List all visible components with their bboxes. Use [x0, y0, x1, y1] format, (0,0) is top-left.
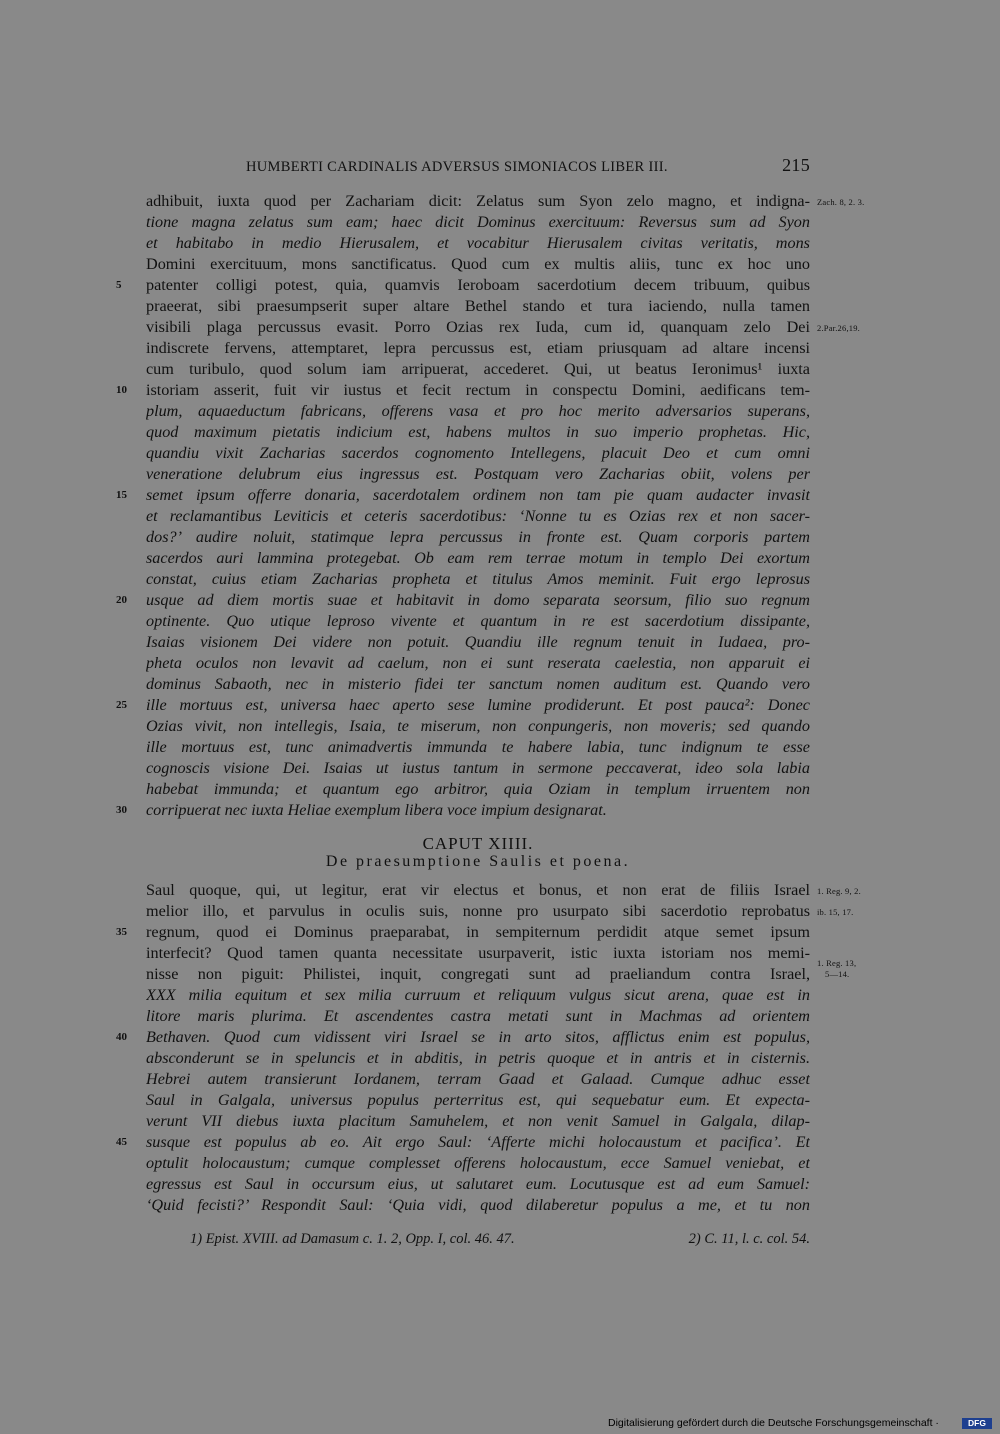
text-line: ille mortuus est, tunc animadvertis immunda te habere labia, tunc indignum te esse [146, 738, 810, 756]
text-line: semet ipsum offerre donaria, sacerdotalem ordinem non tam pie quam audacter invasit [146, 486, 810, 504]
line-number: 25 [116, 699, 127, 711]
text-line: litore maris plurima. Et ascendentes castra metati sunt in Machmas ad orientem [146, 1007, 810, 1025]
line-number: 5 [116, 279, 122, 291]
margin-reference: 1. Reg. 9, 2. [817, 886, 861, 896]
line-number: 15 [116, 489, 127, 501]
line-number: 35 [116, 926, 127, 938]
text-line: XXX milia equitum et sex milia curruum et reliquum vulgus sicut arena, quae est in [146, 986, 810, 1004]
text-line: nisse non piguit: Philistei, inquit, congregati sunt ad praeliandum contra Israel, [146, 965, 810, 983]
text-line: Ozias vivit, non intellegis, Isaia, te miserum, non conpungeris, non moveris; sed quando [146, 717, 810, 735]
text-line: Saul in Galgala, universus populus perterritus est, qui sequebatur eum. Et expecta- [146, 1091, 810, 1109]
text-line: et reclamantibus Leviticis et ceteris sacerdotibus: ‘Nonne tu es Ozias rex et non sacer- [146, 507, 810, 525]
line-number: 40 [116, 1031, 127, 1043]
chapter-subtitle: De praesumptione Saulis et poena. [325, 853, 631, 870]
text-line: dos?’ audire noluit, statimque lepra percussus in fronte est. Quam corporis partem [146, 528, 810, 546]
text-line: susque est populus ab eo. Ait ergo Saul: ‘Afferte michi holocaustum et pacifica’. Et [146, 1133, 810, 1151]
text-line: absconderunt se in speluncis et in abditis, in petris quoque et in antris et in cisternis. [146, 1049, 810, 1067]
text-line: istoriam asserit, fuit vir iustus et fecit rectum in conspectu Domini, aedificans tem- [146, 381, 810, 399]
text-line: praeerat, sibi praesumpserit super altare Bethel stando et tura iaciendo, nulla tamen [146, 297, 810, 315]
text-line: constat, cuius etiam Zacharias propheta et titulus Amos meminit. Fuit ergo leprosus [146, 570, 810, 588]
text-line: cognoscis visione Dei. Isaias ut iustus tantum in sermone peccaverat, ideo sola labia [146, 759, 810, 777]
text-line: verunt VII diebus iuxta placitum Samuhelem, et non venit Samuel in Galgala, dilap- [146, 1112, 810, 1130]
text-line: regnum, quod ei Dominus praeparabat, in sempiternum perdidit atque semet ipsum [146, 923, 810, 941]
margin-reference: 1. Reg. 13, [817, 958, 857, 968]
footnote-2: 2) C. 11, l. c. col. 54. [688, 1231, 810, 1247]
text-line: patenter colligi potest, quia, quamvis Ieroboam sacerdotium decem tribuum, quibus [146, 276, 810, 294]
margin-reference: 2.Par.26,19. [817, 323, 861, 333]
text-line: visibili plaga percussus evasit. Porro Ozias rex Iuda, cum id, quanquam zelo Dei [146, 318, 810, 336]
text-line: Bethaven. Quod cum vidissent viri Israel se in arto sitos, afflictus enim est populus, [146, 1028, 810, 1046]
text-line: corripuerat nec iuxta Heliae exemplum libera voce impium designarat. [146, 801, 607, 819]
text-line: indiscrete fervens, attemptaret, lepra percussus est, etiam priusquam ad altare incensi [146, 339, 810, 357]
text-line: veneratione delubrum eius ingressus est. Postquam vero Zacharias obiit, volens per [146, 465, 810, 483]
margin-reference: ib. 15, 17. [817, 907, 854, 917]
text-line: Saul quoque, qui, ut legitur, erat vir electus et bonus, et non erat de filiis Israel [146, 881, 810, 899]
text-line: pheta oculos non levavit ad caelum, non ei sunt reserata caelestia, non apparuit ei [146, 654, 810, 672]
line-number: 10 [116, 384, 127, 396]
line-number: 20 [116, 594, 127, 606]
text-line: optinente. Quo utique leproso vivente et quantum in re est sacerdotium dissipante, [146, 612, 810, 630]
dfg-logo: DFG [962, 1418, 992, 1429]
text-line: melior illo, et parvulus in oculis suis, nonne pro usurpato sibi sacerdotio reprobatus [146, 902, 810, 920]
footnotes [146, 1228, 810, 1250]
chapter-title: CAPUT XIIII. [422, 834, 534, 853]
text-line: egressus est Saul in occursum eius, ut salutaret eum. Locutusque est ad eum Samuel: [146, 1175, 810, 1193]
text-line: et habitabo in medio Hierusalem, et vocabitur Hierusalem civitas veritatis, mons [146, 234, 810, 252]
text-line: sacerdos auri lammina protegebat. Ob eam rem terrae motum in templo Dei exortum [146, 549, 810, 567]
text-line: habebat immunda; et quantum ego arbitror, quia Oziam in templum irruentem non [146, 780, 810, 798]
text-line: quandiu vixit Zacharias sacerdos cognomento Intellegens, placuit Deo et cum omni [146, 444, 810, 462]
text-line: Domini exercituum, mons sanctificatus. Quod cum ex multis aliis, tunc ex hoc uno [146, 255, 810, 273]
running-header [146, 157, 810, 179]
margin-reference: Zach. 8, 2. 3. [817, 197, 865, 207]
page-number: 215 [782, 155, 810, 175]
digitization-credit: Digitalisierung gefördert durch die Deutsche Forschungsgemeinschaft · [608, 1417, 939, 1429]
line-number: 45 [116, 1136, 127, 1148]
running-title: HUMBERTI CARDINALIS ADVERSUS SIMONIACOS LIBER III. [246, 159, 668, 175]
text-line: Hebrei autem transierunt Iordanem, terram Gaad et Galaad. Cumque adhuc esset [146, 1070, 810, 1088]
line-number: 30 [116, 804, 127, 816]
text-line: cum turibulo, quod solum iam arripuerat, accederet. Qui, ut beatus Ieronimus¹ iuxta [146, 360, 810, 378]
text-line: quod maximum pietatis indicium est, habens multos in suo imperio prophetas. Hic, [146, 423, 810, 441]
margin-reference: 5—14. [825, 969, 850, 979]
text-line: interfecit? Quod tamen quanta necessitate usurpaverit, istic iuxta istoriam nos memi- [146, 944, 810, 962]
text-line: ille mortuus est, universa haec aperto sese lumine prodiderunt. Et post pauca²: Donec [146, 696, 810, 714]
text-line: tione magna zelatus sum eam; haec dicit Dominus exercituum: Reversus sum ad Syon [146, 213, 810, 231]
text-line: Isaias visionem Dei videre non potuit. Quandiu ille regnum tenuit in Iudaea, pro- [146, 633, 810, 651]
text-line: dominus Sabaoth, nec in misterio fidei ter sanctum nomen auditum est. Quando vero [146, 675, 810, 693]
footnote-1: 1) Epist. XVIII. ad Damasum c. 1. 2, Opp. I, col. 46. 47. [190, 1231, 515, 1247]
text-line: ‘Quid fecisti?’ Respondit Saul: ‘Quia vidi, quod dilaberetur populus a me, et tu non [146, 1196, 810, 1214]
text-line: adhibuit, iuxta quod per Zachariam dicit: Zelatus sum Syon zelo magno, et indigna- [146, 192, 810, 210]
text-line: plum, aquaeductum fabricans, offerens vasa et pro hoc merito adversarios superans, [146, 402, 810, 420]
text-line: optulit holocaustum; cumque complesset offerens holocaustum, ecce Samuel veniebat, et [146, 1154, 810, 1172]
text-line: usque ad diem mortis suae et habitavit in domo separata seorsum, filio suo regnum [146, 591, 810, 609]
